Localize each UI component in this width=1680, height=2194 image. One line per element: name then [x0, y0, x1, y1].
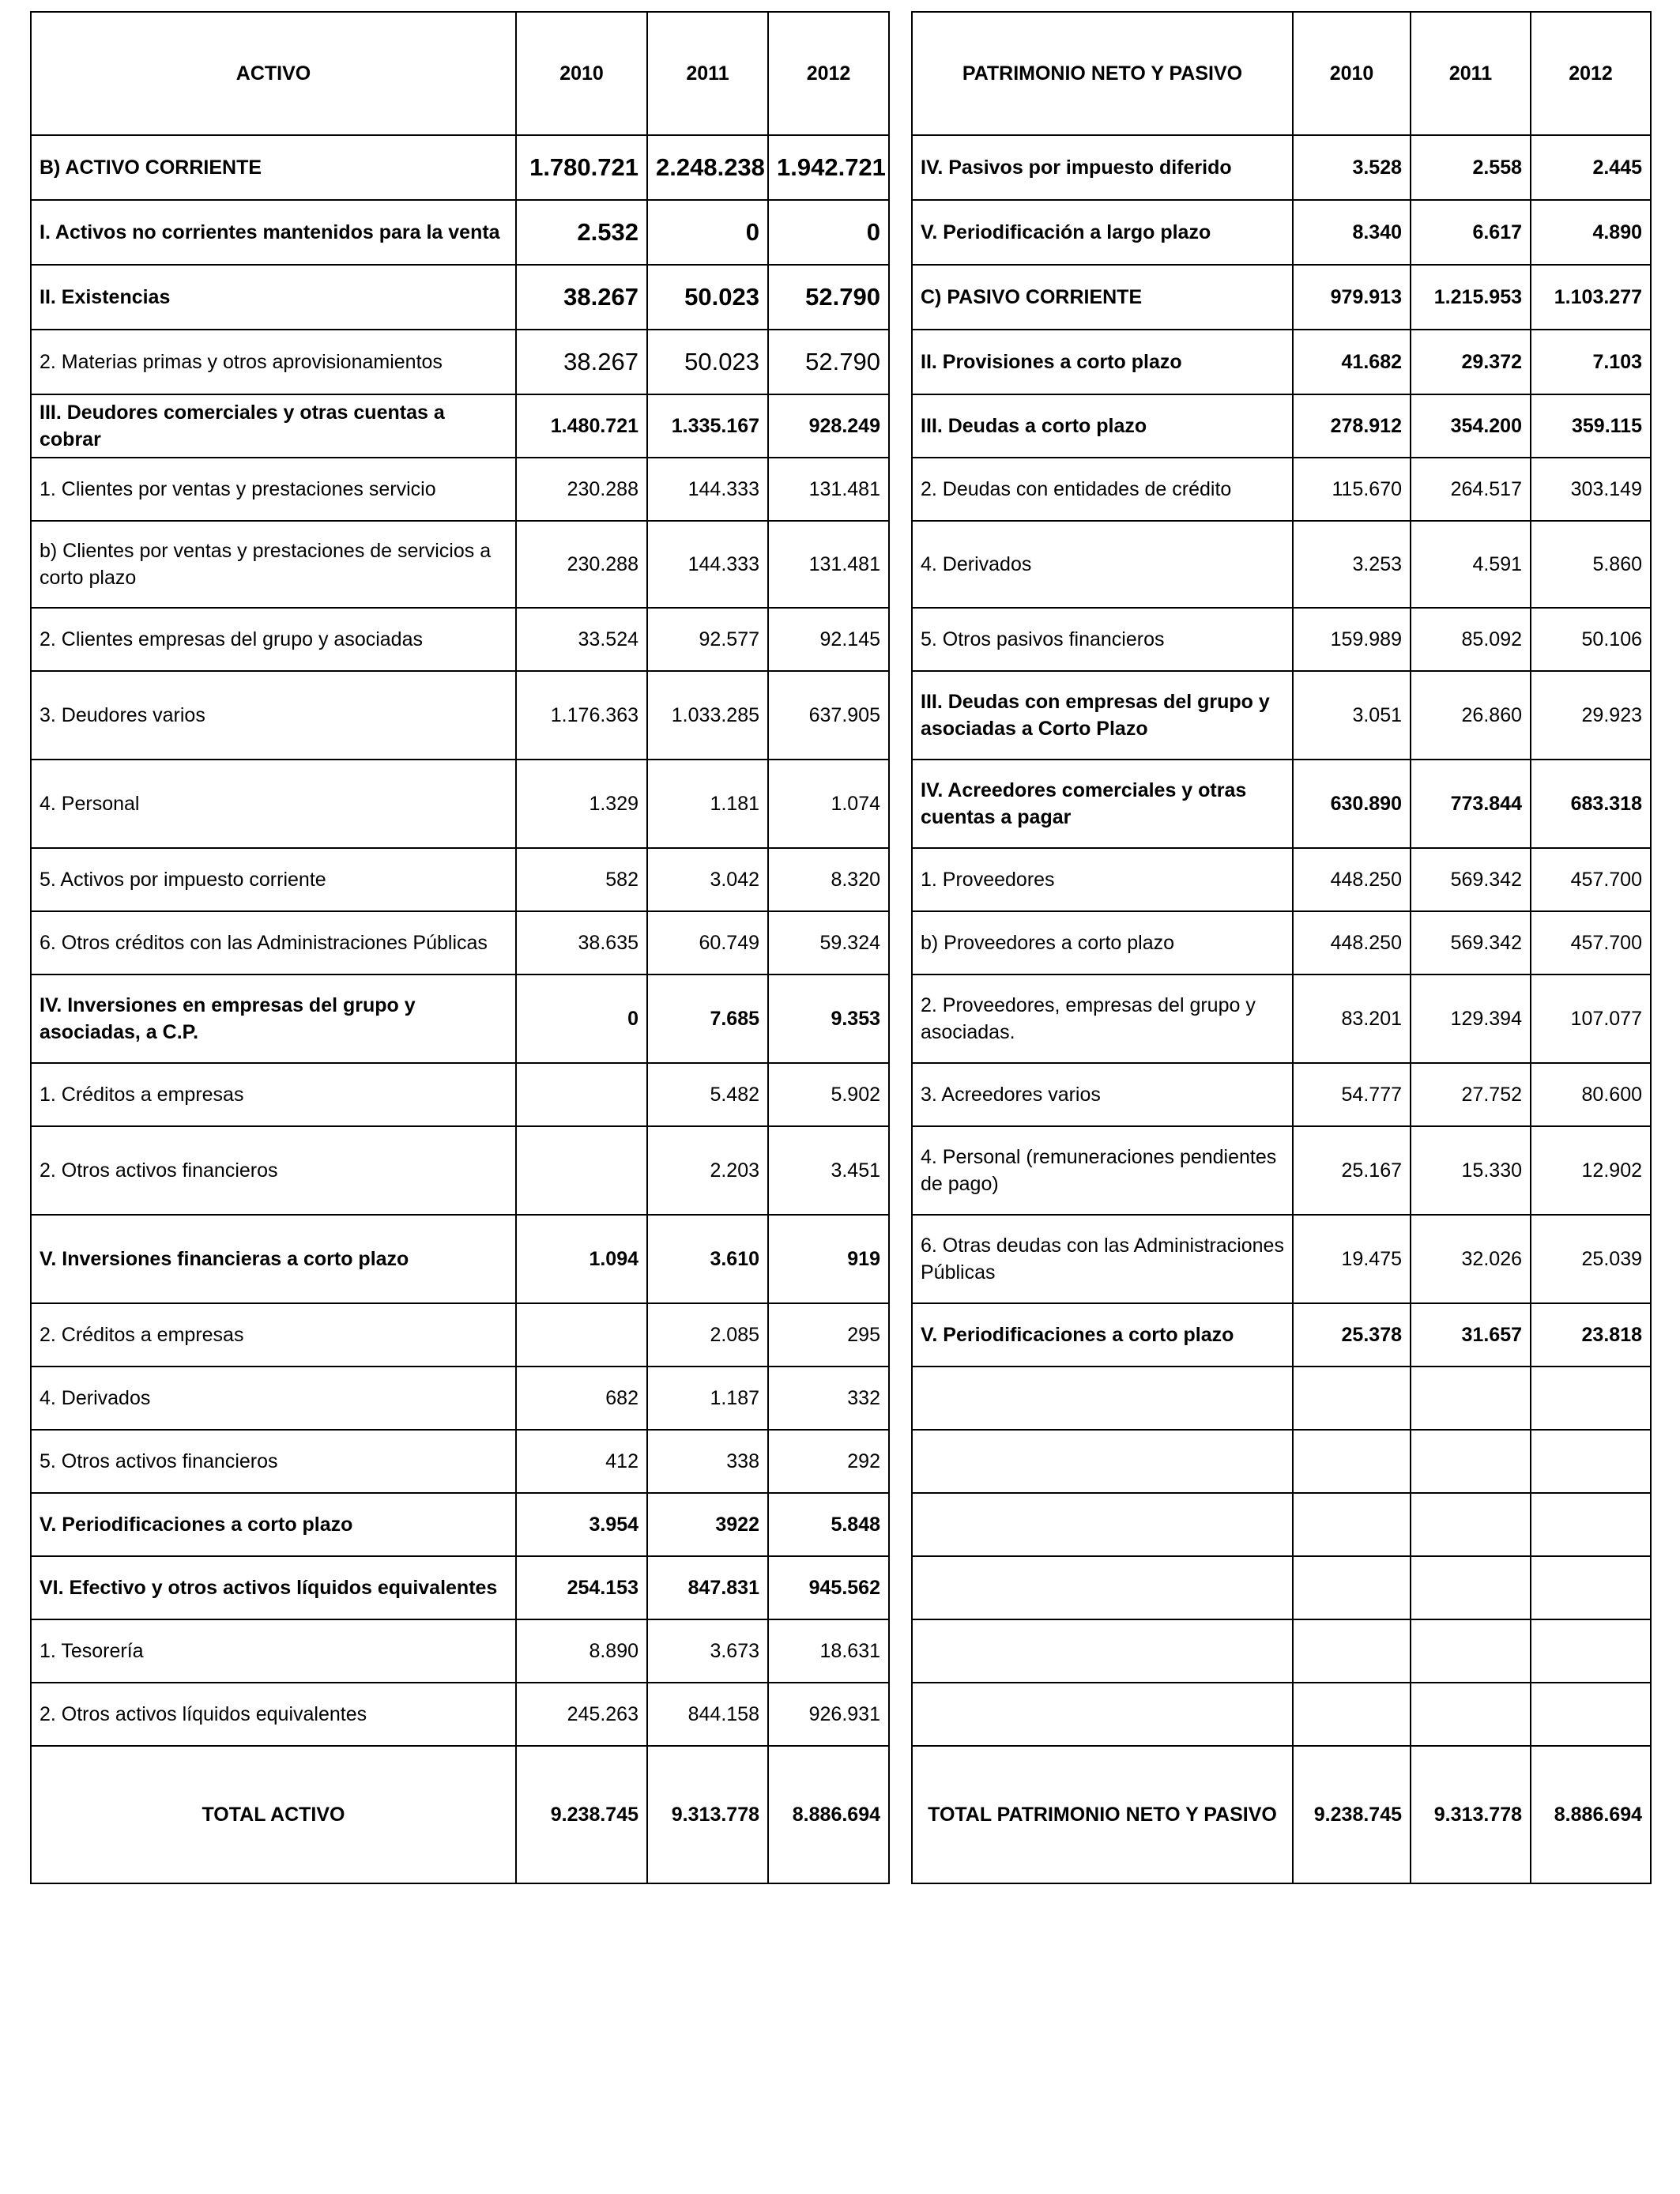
row-value: 25.167	[1293, 1126, 1411, 1215]
row-label: 4. Derivados	[912, 521, 1293, 608]
row-value: 38.267	[516, 330, 647, 394]
row-value: 1.181	[647, 760, 768, 848]
blank-cell	[1531, 1430, 1651, 1493]
table-row	[912, 135, 1651, 200]
row-value: 60.749	[647, 911, 768, 974]
row-label: 2. Clientes empresas del grupo y asociadas	[31, 608, 516, 671]
row-value: 33.524	[516, 608, 647, 671]
row-value: 3.954	[516, 1493, 647, 1556]
row-label: 2. Deudas con entidades de crédito	[912, 458, 1293, 521]
row-label: 5. Activos por impuesto corriente	[31, 848, 516, 911]
table-row	[31, 760, 889, 848]
row-value: 4.890	[1531, 200, 1651, 265]
table-row	[31, 1556, 889, 1619]
row-value: 19.475	[1293, 1215, 1411, 1303]
blank-cell	[1293, 1493, 1411, 1556]
row-label: V. Periodificación a largo plazo	[912, 200, 1293, 265]
table-row	[31, 330, 889, 394]
row-value: 15.330	[1411, 1126, 1531, 1215]
row-value: 144.333	[647, 458, 768, 521]
row-value: 0	[647, 200, 768, 265]
row-value: 5.902	[768, 1063, 889, 1126]
row-value: 5.860	[1531, 521, 1651, 608]
total-value: 8.886.694	[768, 1746, 889, 1883]
row-value: 3.528	[1293, 135, 1411, 200]
header-year: 2010	[516, 12, 647, 135]
row-value: 1.329	[516, 760, 647, 848]
row-value: 25.039	[1531, 1215, 1651, 1303]
row-value: 8.340	[1293, 200, 1411, 265]
row-value: 3.451	[768, 1126, 889, 1215]
row-value: 582	[516, 848, 647, 911]
header-label: PATRIMONIO NETO Y PASIVO	[912, 12, 1293, 135]
row-value: 2.445	[1531, 135, 1651, 200]
row-value: 354.200	[1411, 394, 1531, 458]
row-label: 2. Materias primas y otros aprovisionamientos	[31, 330, 516, 394]
row-label: C) PASIVO CORRIENTE	[912, 265, 1293, 330]
table-row	[912, 848, 1651, 911]
table-row	[31, 848, 889, 911]
blank-cell	[1411, 1430, 1531, 1493]
row-value: 3.610	[647, 1215, 768, 1303]
right-header-row	[912, 12, 1651, 135]
row-label: B) ACTIVO CORRIENTE	[31, 135, 516, 200]
blank-cell	[1293, 1430, 1411, 1493]
table-row	[912, 1303, 1651, 1367]
row-label: 3. Acreedores varios	[912, 1063, 1293, 1126]
header-year: 2012	[1531, 12, 1651, 135]
row-value: 52.790	[768, 265, 889, 330]
row-value: 59.324	[768, 911, 889, 974]
blank-cell	[912, 1430, 1293, 1493]
blank-cell	[1411, 1683, 1531, 1746]
row-value: 131.481	[768, 521, 889, 608]
row-value: 41.682	[1293, 330, 1411, 394]
blank-cell	[1411, 1556, 1531, 1619]
table-row	[912, 974, 1651, 1063]
row-value: 8.890	[516, 1619, 647, 1683]
row-label: 6. Otros créditos con las Administraciones Públicas	[31, 911, 516, 974]
table-row	[912, 1215, 1651, 1303]
row-value: 83.201	[1293, 974, 1411, 1063]
row-value: 637.905	[768, 671, 889, 760]
total-value: 9.313.778	[647, 1746, 768, 1883]
row-value: 0	[768, 200, 889, 265]
row-value: 1.033.285	[647, 671, 768, 760]
row-value: 18.631	[768, 1619, 889, 1683]
right-total-row	[912, 1746, 1651, 1883]
row-value: 29.372	[1411, 330, 1531, 394]
row-value: 569.342	[1411, 911, 1531, 974]
blank-row	[912, 1619, 1651, 1683]
blank-row	[912, 1367, 1651, 1430]
row-label: 4. Personal	[31, 760, 516, 848]
row-value: 32.026	[1411, 1215, 1531, 1303]
row-value: 5.482	[647, 1063, 768, 1126]
row-value: 230.288	[516, 458, 647, 521]
table-row	[912, 394, 1651, 458]
table-row	[31, 521, 889, 608]
table-row	[31, 265, 889, 330]
row-value: 23.818	[1531, 1303, 1651, 1367]
row-label: 5. Otros activos financieros	[31, 1430, 516, 1493]
row-value: 264.517	[1411, 458, 1531, 521]
row-label: 1. Créditos a empresas	[31, 1063, 516, 1126]
row-label: IV. Pasivos por impuesto diferido	[912, 135, 1293, 200]
row-value: 92.577	[647, 608, 768, 671]
row-value: 52.790	[768, 330, 889, 394]
row-value: 254.153	[516, 1556, 647, 1619]
row-value	[516, 1126, 647, 1215]
row-value: 159.989	[1293, 608, 1411, 671]
row-value: 85.092	[1411, 608, 1531, 671]
row-value: 107.077	[1531, 974, 1651, 1063]
row-label: 4. Derivados	[31, 1367, 516, 1430]
row-value: 2.085	[647, 1303, 768, 1367]
row-value: 844.158	[647, 1683, 768, 1746]
row-value: 332	[768, 1367, 889, 1430]
row-value: 2.203	[647, 1126, 768, 1215]
row-value: 9.353	[768, 974, 889, 1063]
row-value: 1.335.167	[647, 394, 768, 458]
row-value: 6.617	[1411, 200, 1531, 265]
table-row	[912, 671, 1651, 760]
table-row	[912, 1126, 1651, 1215]
total-value: 8.886.694	[1531, 1746, 1651, 1883]
row-value: 359.115	[1531, 394, 1651, 458]
row-value: 1.480.721	[516, 394, 647, 458]
blank-cell	[912, 1493, 1293, 1556]
row-value: 278.912	[1293, 394, 1411, 458]
row-label: IV. Inversiones en empresas del grupo y asociadas, a C.P.	[31, 974, 516, 1063]
row-value: 1.780.721	[516, 135, 647, 200]
row-value: 8.320	[768, 848, 889, 911]
table-row	[31, 200, 889, 265]
row-value: 682	[516, 1367, 647, 1430]
row-value: 2.558	[1411, 135, 1531, 200]
header-year: 2010	[1293, 12, 1411, 135]
total-value: 9.238.745	[1293, 1746, 1411, 1883]
row-label: 6. Otras deudas con las Administraciones Públicas	[912, 1215, 1293, 1303]
blank-cell	[1411, 1367, 1531, 1430]
row-label: 1. Clientes por ventas y prestaciones servicio	[31, 458, 516, 521]
row-value: 50.023	[647, 330, 768, 394]
row-value: 928.249	[768, 394, 889, 458]
table-row	[31, 1126, 889, 1215]
row-value: 457.700	[1531, 848, 1651, 911]
row-label: I. Activos no corrientes mantenidos para la venta	[31, 200, 516, 265]
row-label: 2. Otros activos líquidos equivalentes	[31, 1683, 516, 1746]
row-value: 0	[516, 974, 647, 1063]
total-label: TOTAL PATRIMONIO NETO Y PASIVO	[912, 1746, 1293, 1883]
blank-cell	[1293, 1556, 1411, 1619]
row-label: 5. Otros pasivos financieros	[912, 608, 1293, 671]
row-label: 2. Otros activos financieros	[31, 1126, 516, 1215]
row-value: 115.670	[1293, 458, 1411, 521]
row-value: 38.267	[516, 265, 647, 330]
table-row	[912, 458, 1651, 521]
row-value: 29.923	[1531, 671, 1651, 760]
row-value: 683.318	[1531, 760, 1651, 848]
table-row	[31, 1063, 889, 1126]
row-value: 129.394	[1411, 974, 1531, 1063]
row-value: 50.023	[647, 265, 768, 330]
row-label: V. Periodificaciones a corto plazo	[912, 1303, 1293, 1367]
table-row	[31, 135, 889, 200]
row-value: 3.051	[1293, 671, 1411, 760]
row-value: 630.890	[1293, 760, 1411, 848]
row-label: b) Clientes por ventas y prestaciones de servicios a corto plazo	[31, 521, 516, 608]
blank-cell	[912, 1367, 1293, 1430]
table-row	[912, 911, 1651, 974]
row-value: 448.250	[1293, 911, 1411, 974]
table-row	[912, 521, 1651, 608]
total-value: 9.313.778	[1411, 1746, 1531, 1883]
row-value: 1.215.953	[1411, 265, 1531, 330]
row-value	[516, 1303, 647, 1367]
total-label: TOTAL ACTIVO	[31, 1746, 516, 1883]
left-total-row	[31, 1746, 889, 1883]
row-label: V. Periodificaciones a corto plazo	[31, 1493, 516, 1556]
row-value: 31.657	[1411, 1303, 1531, 1367]
row-value: 3.253	[1293, 521, 1411, 608]
row-value: 1.187	[647, 1367, 768, 1430]
row-value: 3922	[647, 1493, 768, 1556]
table-row	[31, 394, 889, 458]
row-value: 338	[647, 1430, 768, 1493]
row-value: 2.532	[516, 200, 647, 265]
row-value: 4.591	[1411, 521, 1531, 608]
table-row	[31, 1619, 889, 1683]
row-label: 1. Tesorería	[31, 1619, 516, 1683]
row-label: 2. Proveedores, empresas del grupo y asociadas.	[912, 974, 1293, 1063]
row-value: 3.673	[647, 1619, 768, 1683]
row-label: 4. Personal (remuneraciones pendientes de pago)	[912, 1126, 1293, 1215]
row-label: b) Proveedores a corto plazo	[912, 911, 1293, 974]
blank-row	[912, 1430, 1651, 1493]
blank-cell	[1531, 1493, 1651, 1556]
table-row	[31, 458, 889, 521]
row-value: 12.902	[1531, 1126, 1651, 1215]
table-row	[912, 200, 1651, 265]
table-row	[31, 1493, 889, 1556]
row-value: 292	[768, 1430, 889, 1493]
row-value: 25.378	[1293, 1303, 1411, 1367]
row-label: V. Inversiones financieras a corto plazo	[31, 1215, 516, 1303]
row-value: 448.250	[1293, 848, 1411, 911]
table-row	[31, 671, 889, 760]
row-label: II. Provisiones a corto plazo	[912, 330, 1293, 394]
row-value: 457.700	[1531, 911, 1651, 974]
blank-row	[912, 1683, 1651, 1746]
row-value: 27.752	[1411, 1063, 1531, 1126]
row-value: 2.248.238	[647, 135, 768, 200]
blank-cell	[912, 1683, 1293, 1746]
table-row	[912, 330, 1651, 394]
row-value: 303.149	[1531, 458, 1651, 521]
row-label: 1. Proveedores	[912, 848, 1293, 911]
row-label: II. Existencias	[31, 265, 516, 330]
row-value: 92.145	[768, 608, 889, 671]
row-value: 1.942.721	[768, 135, 889, 200]
activo-table	[30, 11, 890, 1884]
row-value: 926.931	[768, 1683, 889, 1746]
blank-cell	[912, 1619, 1293, 1683]
table-row	[31, 974, 889, 1063]
row-label: III. Deudas a corto plazo	[912, 394, 1293, 458]
row-value: 54.777	[1293, 1063, 1411, 1126]
blank-cell	[1531, 1683, 1651, 1746]
row-value: 131.481	[768, 458, 889, 521]
table-row	[31, 608, 889, 671]
blank-cell	[1293, 1683, 1411, 1746]
row-value: 7.103	[1531, 330, 1651, 394]
table-row	[31, 1683, 889, 1746]
blank-cell	[1531, 1556, 1651, 1619]
blank-cell	[912, 1556, 1293, 1619]
row-value: 1.103.277	[1531, 265, 1651, 330]
row-value: 945.562	[768, 1556, 889, 1619]
header-year: 2011	[647, 12, 768, 135]
row-value: 1.074	[768, 760, 889, 848]
row-value: 80.600	[1531, 1063, 1651, 1126]
blank-cell	[1531, 1619, 1651, 1683]
blank-row	[912, 1493, 1651, 1556]
row-value: 38.635	[516, 911, 647, 974]
header-year: 2012	[768, 12, 889, 135]
row-label: IV. Acreedores comerciales y otras cuentas a pagar	[912, 760, 1293, 848]
blank-row	[912, 1556, 1651, 1619]
row-value: 295	[768, 1303, 889, 1367]
row-value: 230.288	[516, 521, 647, 608]
row-value: 245.263	[516, 1683, 647, 1746]
table-row	[31, 1215, 889, 1303]
table-row	[31, 1303, 889, 1367]
row-value: 1.176.363	[516, 671, 647, 760]
row-label: VI. Efectivo y otros activos líquidos equivalentes	[31, 1556, 516, 1619]
table-row	[31, 911, 889, 974]
table-row	[912, 760, 1651, 848]
blank-cell	[1411, 1619, 1531, 1683]
row-value: 412	[516, 1430, 647, 1493]
row-value	[516, 1063, 647, 1126]
row-value: 3.042	[647, 848, 768, 911]
blank-cell	[1293, 1619, 1411, 1683]
row-value: 773.844	[1411, 760, 1531, 848]
header-label: ACTIVO	[31, 12, 516, 135]
total-value: 9.238.745	[516, 1746, 647, 1883]
left-header-row	[31, 12, 889, 135]
header-year: 2011	[1411, 12, 1531, 135]
row-value: 7.685	[647, 974, 768, 1063]
patrimonio-pasivo-table	[911, 11, 1652, 1884]
table-row	[912, 265, 1651, 330]
blank-cell	[1411, 1493, 1531, 1556]
row-value: 50.106	[1531, 608, 1651, 671]
row-label: III. Deudores comerciales y otras cuentas a cobrar	[31, 394, 516, 458]
table-row	[912, 1063, 1651, 1126]
table-row	[31, 1430, 889, 1493]
row-label: 2. Créditos a empresas	[31, 1303, 516, 1367]
row-value: 144.333	[647, 521, 768, 608]
row-value: 847.831	[647, 1556, 768, 1619]
row-label: III. Deudas con empresas del grupo y asociadas a Corto Plazo	[912, 671, 1293, 760]
table-row	[31, 1367, 889, 1430]
table-row	[912, 608, 1651, 671]
row-value: 1.094	[516, 1215, 647, 1303]
row-value: 26.860	[1411, 671, 1531, 760]
row-value: 919	[768, 1215, 889, 1303]
row-label: 3. Deudores varios	[31, 671, 516, 760]
blank-cell	[1293, 1367, 1411, 1430]
row-value: 5.848	[768, 1493, 889, 1556]
blank-cell	[1531, 1367, 1651, 1430]
row-value: 569.342	[1411, 848, 1531, 911]
row-value: 979.913	[1293, 265, 1411, 330]
